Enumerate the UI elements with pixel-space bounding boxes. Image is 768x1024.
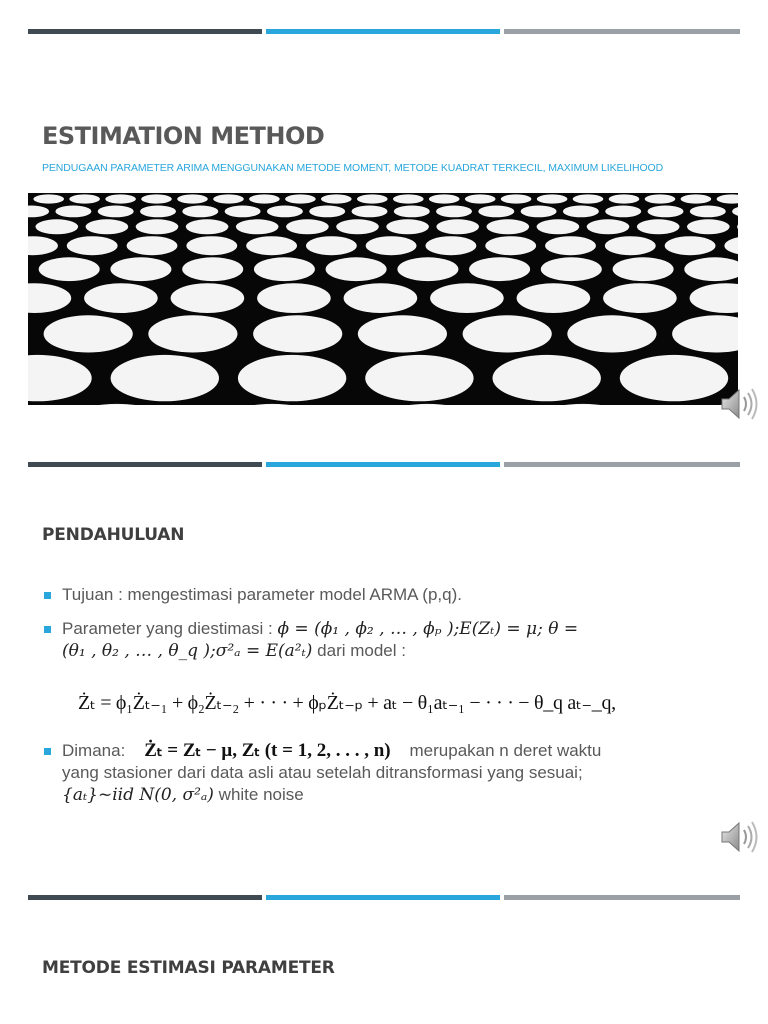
disc <box>148 315 237 352</box>
disc <box>465 194 496 203</box>
disc <box>394 206 430 218</box>
bullet-text: Dimana: <box>62 741 126 760</box>
disc <box>236 219 279 234</box>
disc <box>648 206 684 218</box>
disc <box>326 257 387 281</box>
disc <box>463 315 552 352</box>
disc <box>69 194 100 203</box>
disc <box>429 194 460 203</box>
disc <box>182 257 243 281</box>
bullet-tujuan <box>42 584 732 606</box>
disc <box>67 236 118 255</box>
disc-pattern-photo <box>28 193 738 405</box>
disc <box>436 206 472 218</box>
accent-bar-dark <box>28 462 262 467</box>
accent-bar-gray <box>504 895 740 900</box>
speaker-icon[interactable] <box>718 384 758 424</box>
section-heading-pendahuluan: PENDAHULUAN <box>42 525 185 545</box>
disc <box>238 355 346 401</box>
disc <box>537 194 568 203</box>
disc <box>397 257 458 281</box>
disc <box>28 283 71 313</box>
disc <box>140 206 176 218</box>
disc <box>620 355 728 401</box>
disc <box>51 404 183 405</box>
math-phi: ϕ = (ϕ₁ , ϕ₂ , … , ϕₚ );E(Zₜ) = μ; θ = <box>277 619 579 639</box>
accent-bar-dark <box>28 895 262 900</box>
arma-equation: Żₜ = ϕ₁Żₜ₋₁ + ϕ₂Żₜ₋₂ + · · · + ϕₚŻₜ₋ₚ + aₜ − θ₁aₜ₋₁ − · · · − θ_q aₜ₋_q, <box>78 692 616 714</box>
bullet-text: merupakan n deret waktu <box>409 741 602 760</box>
disc <box>545 236 596 255</box>
disc <box>28 206 49 218</box>
disc <box>537 219 580 234</box>
disc <box>225 206 261 218</box>
disc <box>563 206 599 218</box>
disc <box>493 355 601 401</box>
disc <box>366 236 417 255</box>
disc <box>33 194 64 203</box>
bullet-text: white noise <box>218 785 304 804</box>
disc <box>690 283 738 313</box>
disc <box>737 219 738 234</box>
accent-bar-blue <box>266 462 500 467</box>
bullet-parameter <box>42 618 732 662</box>
disc <box>567 315 656 352</box>
disc <box>36 219 79 234</box>
speaker-icon[interactable] <box>718 817 758 857</box>
disc <box>257 283 331 313</box>
disc <box>141 194 172 203</box>
section-heading-metode: METODE ESTIMASI PARAMETER <box>42 958 335 978</box>
disc <box>469 257 530 281</box>
disc <box>487 219 530 234</box>
disc <box>665 236 716 255</box>
accent-bar-blue <box>266 29 500 34</box>
disc <box>127 236 178 255</box>
disc <box>690 206 726 218</box>
disc <box>55 206 91 218</box>
disc <box>171 283 245 313</box>
disc <box>521 206 557 218</box>
disc <box>84 283 158 313</box>
disc <box>478 206 514 218</box>
disc <box>352 206 388 218</box>
disc <box>285 194 316 203</box>
disc <box>724 236 738 255</box>
disc <box>517 404 649 405</box>
disc <box>684 257 738 281</box>
accent-bar-dark <box>28 29 262 34</box>
disc <box>501 194 532 203</box>
disc <box>105 194 136 203</box>
disc <box>286 219 329 234</box>
disc <box>717 194 738 203</box>
disc <box>136 219 179 234</box>
disc <box>253 315 342 352</box>
disc <box>362 404 494 405</box>
disc <box>485 236 536 255</box>
disc <box>344 283 418 313</box>
bullet-dimana <box>42 740 732 806</box>
square-bullet <box>44 626 51 633</box>
disc <box>86 219 129 234</box>
disc <box>44 315 133 352</box>
disc <box>321 194 352 203</box>
disc <box>186 236 237 255</box>
disc <box>110 257 171 281</box>
disc <box>306 236 357 255</box>
slide-subtitle: PENDUGAAN PARAMETER ARIMA MENGGUNAKAN METODE MOMENT, METODE KUADRAT TERKECIL, MAXIMUM LIKELIHOOD <box>42 162 664 174</box>
disc <box>605 236 656 255</box>
disc <box>613 257 674 281</box>
disc <box>430 283 504 313</box>
disc <box>541 257 602 281</box>
math-definition: Żₜ = Zₜ − μ, Zₜ (t = 1, 2, . . . , n) <box>144 740 391 761</box>
disc <box>426 236 477 255</box>
square-bullet <box>44 592 51 599</box>
disc <box>28 236 58 255</box>
math-noise: {aₜ}~iid N(0, σ²ₐ) <box>62 785 214 805</box>
slide1-accent-bars <box>28 29 740 34</box>
accent-bar-gray <box>504 29 740 34</box>
bullet-text: dari model : <box>317 641 406 660</box>
disc <box>182 206 218 218</box>
disc <box>436 219 479 234</box>
slide3-accent-bars <box>28 895 740 900</box>
disc <box>206 404 338 405</box>
disc <box>517 283 591 313</box>
disc <box>386 219 429 234</box>
disc <box>645 194 676 203</box>
disc <box>309 206 345 218</box>
slide2-accent-bars <box>28 462 740 467</box>
disc <box>249 194 280 203</box>
slide-title: ESTIMATION METHOD <box>42 122 325 150</box>
disc <box>605 206 641 218</box>
bullet-text: Tujuan : mengestimasi parameter model ARMA (p,q). <box>62 585 462 604</box>
disc <box>254 257 315 281</box>
disc <box>358 315 447 352</box>
bullet-text: Parameter yang diestimasi : <box>62 619 273 638</box>
disc <box>672 315 738 352</box>
disc <box>246 236 297 255</box>
disc <box>28 355 92 401</box>
disc <box>393 194 424 203</box>
math-theta: (θ₁ , θ₂ , … , θ_q );σ²ₐ = E(a²ₜ) <box>62 641 313 661</box>
disc <box>681 194 712 203</box>
accent-bar-gray <box>504 462 740 467</box>
disc <box>637 219 680 234</box>
disc <box>186 219 229 234</box>
disc <box>603 283 677 313</box>
disc <box>687 219 730 234</box>
bullet-text: yang stasioner dari data asli atau setelah ditransformasi yang sesuai; <box>62 763 583 782</box>
disc <box>111 355 219 401</box>
disc <box>365 355 473 401</box>
disc <box>732 206 738 218</box>
accent-bar-blue <box>266 895 500 900</box>
disc <box>357 194 388 203</box>
disc <box>39 257 100 281</box>
disc <box>213 194 244 203</box>
disc <box>267 206 303 218</box>
square-bullet <box>44 748 51 755</box>
disc <box>609 194 640 203</box>
disc <box>573 194 604 203</box>
disc <box>177 194 208 203</box>
disc <box>336 219 379 234</box>
disc <box>98 206 134 218</box>
disc <box>587 219 630 234</box>
